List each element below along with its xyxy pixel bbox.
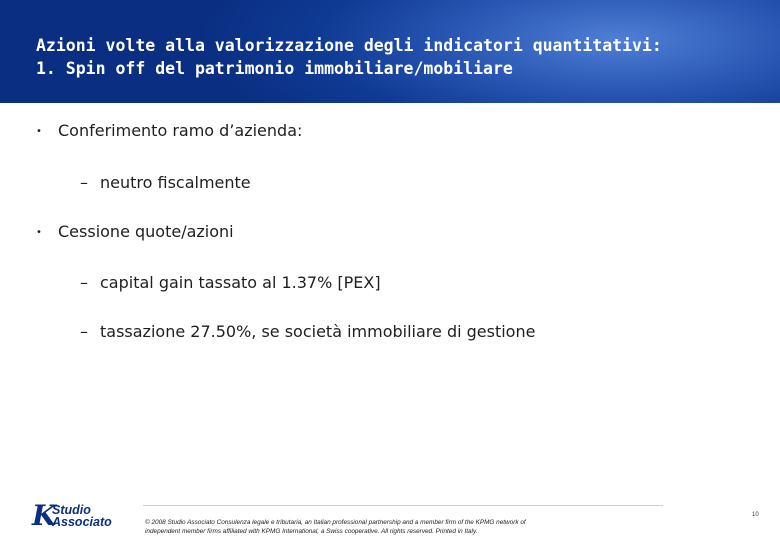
logo-text-line-2: Associato	[52, 515, 112, 529]
bullet-item	[36, 222, 234, 241]
slide-title-line-2: 1. Spin off del patrimonio immobiliare/mobiliare	[36, 59, 513, 78]
copyright-line-2: independent member firms affiliated with KPMG International, a Swiss cooperative. All rights reserved. Printed in Italy.	[145, 528, 478, 535]
dash-icon: –	[80, 322, 88, 341]
copyright-notice	[145, 518, 645, 536]
copyright-line-1: © 2008 Studio Associato Consulenza legale e tributaria, an Italian professional partnership and a member firm of the KPMG network of	[145, 519, 526, 526]
page-number: 10	[752, 512, 759, 518]
bullet-item	[36, 121, 302, 140]
slide-title	[36, 34, 662, 80]
slide-title-line-1: Azioni volte alla valorizzazione degli indicatori quantitativi:	[36, 36, 662, 55]
sub-item-text: tassazione 27.50%, se società immobiliare di gestione	[100, 322, 536, 341]
bullet-icon: •	[36, 126, 42, 137]
sub-item	[80, 173, 251, 192]
dash-icon: –	[80, 273, 88, 292]
footer-divider	[143, 505, 663, 506]
company-logo	[30, 498, 140, 532]
dash-icon: –	[80, 173, 88, 192]
bullet-text: Cessione quote/azioni	[58, 222, 234, 241]
sub-item-text: neutro fiscalmente	[100, 173, 251, 192]
bullet-text: Conferimento ramo d’azienda:	[58, 121, 303, 140]
sub-item	[80, 322, 535, 341]
title-banner	[0, 0, 780, 103]
sub-item	[80, 273, 381, 292]
sub-item-text: capital gain tassato al 1.37% [PEX]	[100, 273, 381, 292]
logo-text-line-1: Studio	[52, 503, 91, 517]
bullet-icon: •	[36, 227, 42, 238]
logo-letter: K	[32, 499, 57, 532]
